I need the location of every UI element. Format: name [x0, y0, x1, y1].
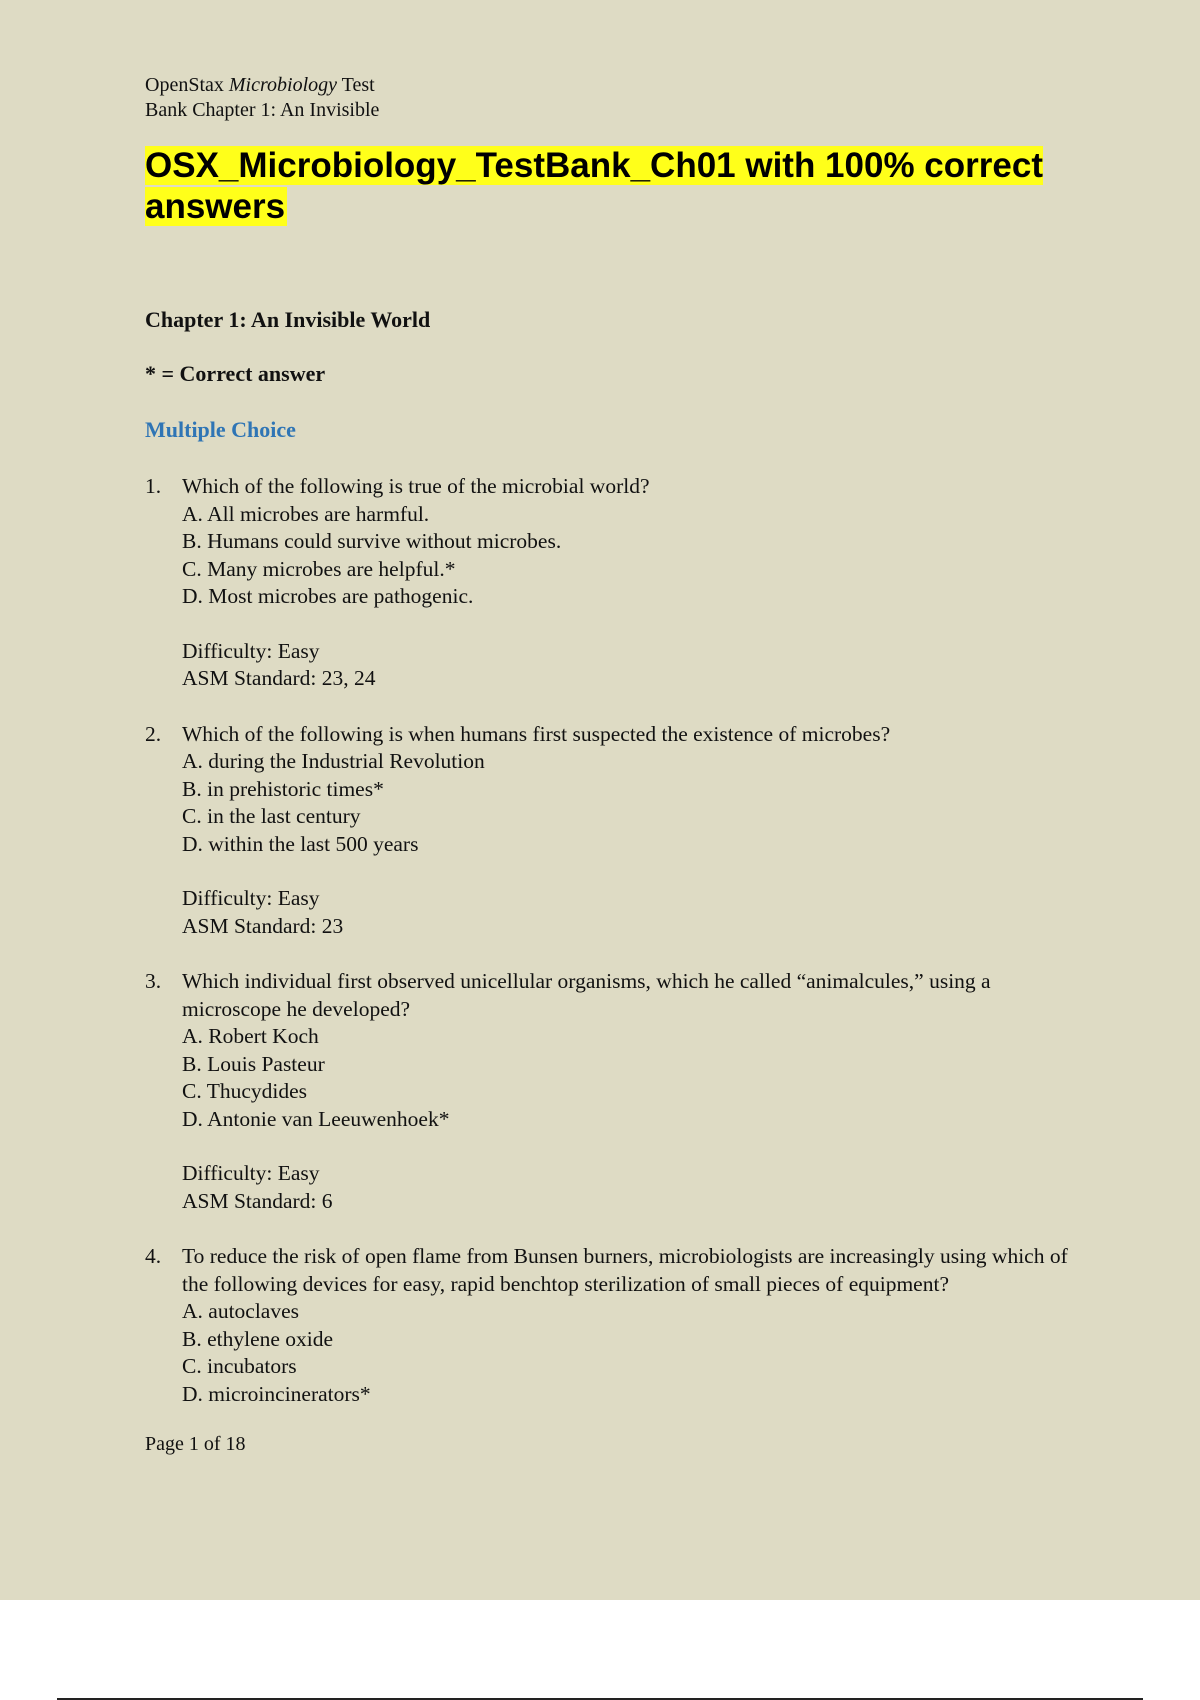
asm-standard-label: ASM Standard: 6	[182, 1188, 333, 1213]
answer-option: D. Most microbes are pathogenic.	[182, 584, 474, 608]
question-list	[145, 473, 1085, 1408]
question-meta	[182, 638, 1085, 693]
question-item	[145, 968, 1085, 1215]
asm-standard-label: ASM Standard: 23, 24	[182, 666, 376, 690]
answer-option: D. Antonie van Leeuwenhoek*	[182, 1106, 450, 1131]
answer-option: A. autoclaves	[182, 1299, 300, 1323]
question-number: 4.	[145, 1244, 162, 1268]
document-title	[145, 145, 1085, 227]
question-number: 1.	[145, 474, 162, 498]
answer-option: C. Many microbes are helpful.*	[182, 556, 456, 581]
answer-option: B. in prehistoric times*	[182, 776, 384, 801]
page-content	[145, 73, 1085, 1457]
running-header-line-1: OpenStax Microbiology Test	[145, 74, 375, 96]
answer-option: B. ethylene oxide	[182, 1326, 334, 1351]
running-header	[145, 73, 1085, 123]
running-header-line-2: Bank Chapter 1: An Invisible	[145, 99, 380, 121]
question-text: Which of the following is when humans first suspected the existence of microbes?	[182, 721, 891, 746]
question-meta	[182, 885, 1085, 940]
answer-option: B. Humans could survive without microbes.	[182, 529, 562, 553]
question-text: Which of the following is true of the microbial world?	[182, 474, 650, 498]
question-number: 2.	[145, 721, 162, 746]
difficulty-label: Difficulty: Easy	[182, 886, 320, 910]
answer-option: C. Thucydides	[182, 1079, 308, 1103]
difficulty-label: Difficulty: Easy	[182, 638, 320, 663]
highlighted-title-text: OSX_Microbiology_TestBank_Ch01 with 100% correct answers	[145, 146, 1043, 226]
question-text: Which individual first observed unicellular organisms, which he called “animalcules,” using a microscope he developed?	[182, 969, 991, 1021]
answer-option: A. All microbes are harmful.	[182, 501, 430, 526]
question-item	[145, 1243, 1085, 1408]
answer-option: C. in the last century	[182, 804, 361, 828]
answer-option: D. within the last 500 years	[182, 831, 419, 856]
section-heading: Multiple Choice	[145, 417, 296, 442]
question-text: To reduce the risk of open flame from Bunsen burners, microbiologists are increasingly using which of the following devices for easy, rapid benchtop sterilization of small pieces of equipment?	[182, 1244, 1068, 1296]
answer-option: B. Louis Pasteur	[182, 1051, 325, 1076]
answer-legend: * = Correct answer	[145, 361, 326, 386]
question-number: 3.	[145, 969, 162, 993]
question-meta	[182, 1160, 1085, 1215]
answer-option: A. during the Industrial Revolution	[182, 749, 485, 773]
asm-standard-label: ASM Standard: 23	[182, 913, 344, 938]
question-item	[145, 473, 1085, 693]
answer-option: C. incubators	[182, 1354, 297, 1378]
question-item	[145, 721, 1085, 941]
answer-option: D. microincinerators*	[182, 1381, 371, 1406]
difficulty-label: Difficulty: Easy	[182, 1161, 320, 1185]
chapter-heading: Chapter 1: An Invisible World	[145, 307, 431, 332]
page-number: Page 1 of 18	[145, 1433, 246, 1455]
answer-option: A. Robert Koch	[182, 1024, 319, 1048]
